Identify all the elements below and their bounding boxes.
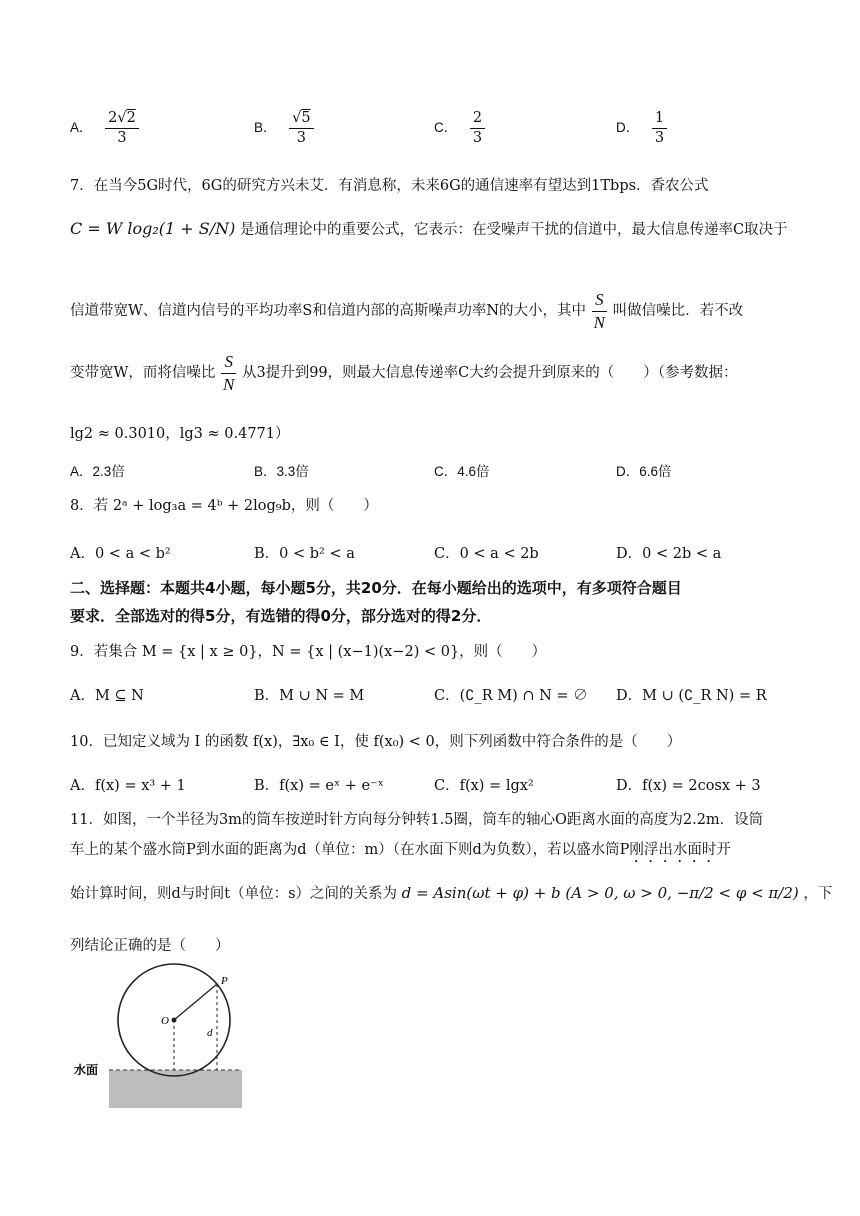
label-p: P [221, 975, 228, 987]
q7-option-c: C．4.6倍 [434, 464, 490, 479]
q8-option-d: D．0 < 2b < a [616, 546, 722, 562]
q7-option-b: B．3.3倍 [254, 464, 309, 479]
q11-line4: 列结论正确的是（ ） [70, 938, 230, 954]
q11-formula: d = Asin(ωt + φ) + b (A > 0, ω > 0, −π/2 < φ < π/2) [401, 884, 799, 902]
radius-op [174, 984, 217, 1020]
q6-option-d: D． $\frac{1}{3}$ [616, 110, 667, 146]
q6-option-c: C． $\frac{2}{3}$ [434, 110, 485, 146]
q7-option-d: D．6.6倍 [616, 464, 672, 479]
snr-fraction: $\frac{S}{N}$ [593, 290, 605, 332]
q7-line1: 7．在当今5G时代，6G的研究方兴未艾．有消息称，未来6G的通信速率有望达到1Tbps．香农公式 [70, 178, 709, 194]
label-water: 水面 [74, 1063, 99, 1077]
q7-option-a: A．2.3倍 [70, 464, 125, 479]
label-o: O [161, 1015, 169, 1027]
label-d: d [207, 1027, 213, 1039]
q11-emphasis: 刚浮出水面时 [629, 842, 717, 858]
q7-line2: C = W log₂(1 + S/N) 是通信理论中的重要公式，它表示：在受噪声干扰的信道中，最大信息传递率C取决于 [70, 219, 788, 238]
section2-heading-line1: 二、选择题：本题共4小题，每小题5分，共20分．在每小题给出的选项中，有多项符合题目 [70, 579, 682, 597]
q10-option-a: A．f(x) = x³ + 1 [70, 778, 186, 794]
q10-stem: 10．已知定义域为 I 的函数 f(x)，∃x₀ ∈ I，使 f(x₀) < 0，则下列函数中符合条件的是（ ） [70, 734, 682, 750]
q9-option-c: C．(∁_R M) ∩ N = ∅ [434, 688, 588, 704]
q10-option-b: B．f(x) = eˣ + e⁻ˣ [254, 778, 384, 794]
q11-line3: 始计算时间，则d与时间t（单位：s）之间的关系为 d = Asin(ωt + φ) + b (A > 0, ω > 0, −π/2 < φ < π/2) ，下 [70, 884, 833, 902]
q8-option-c: C．0 < a < 2b [434, 546, 539, 562]
q7-line5: lg2 ≈ 0.3010，lg3 ≈ 0.4771） [70, 426, 290, 442]
q6-option-a: A． $\frac{2√2}{3}$ [70, 110, 139, 146]
q11-line2: 车上的某个盛水筒P到水面的距离为d（单位：m）（在水面下则d为负数），若以盛水筒P刚浮出水面时开 [70, 842, 731, 858]
q7-line3: 信道带宽W、信道内信号的平均功率S和信道内部的高斯噪声功率N的大小，其中 $\frac{S}{N}$ 叫做信噪比．若不改 [70, 290, 744, 332]
q8-option-a: A．0 < a < b² [70, 546, 171, 562]
q10-option-c: C．f(x) = lgx² [434, 778, 534, 794]
snr-fraction-2: $\frac{S}{N}$ [223, 352, 235, 394]
water-wheel-figure [74, 962, 246, 1112]
q11-line1: 11．如图，一个半径为3m的筒车按逆时针方向每分钟转1.5圈，筒车的轴心O距离水面的高度为2.2m．设筒 [70, 812, 764, 828]
q10-option-d: D．f(x) = 2cosx + 3 [616, 778, 761, 794]
q9-option-d: D．M ∪ (∁_R N) = R [616, 688, 767, 704]
shannon-formula: C = W log₂(1 + S/N) [70, 219, 236, 238]
q9-option-a: A．M ⊆ N [70, 688, 144, 704]
section2-heading-line2: 要求．全部选对的得5分，有选错的得0分，部分选对的得2分． [70, 607, 492, 625]
q7-line4: 变带宽W，而将信噪比 $\frac{S}{N}$ 从3提升到99，则最大信息传递率C大约会提升到原来的（ ）（参考数据： [70, 352, 738, 394]
q9-option-b: B．M ∪ N = M [254, 688, 365, 704]
q8-stem: 8．若 2ᵃ + log₃a = 4ᵇ + 2log₉b，则（ ） [70, 498, 378, 514]
q6-option-b: B． $\frac{√5}{3}$ [254, 110, 314, 146]
q8-option-b: B．0 < b² < a [254, 546, 355, 562]
q9-stem: 9．若集合 M = {x | x ≥ 0}，N = {x | (x−1)(x−2) < 0}，则（ ） [70, 644, 547, 660]
